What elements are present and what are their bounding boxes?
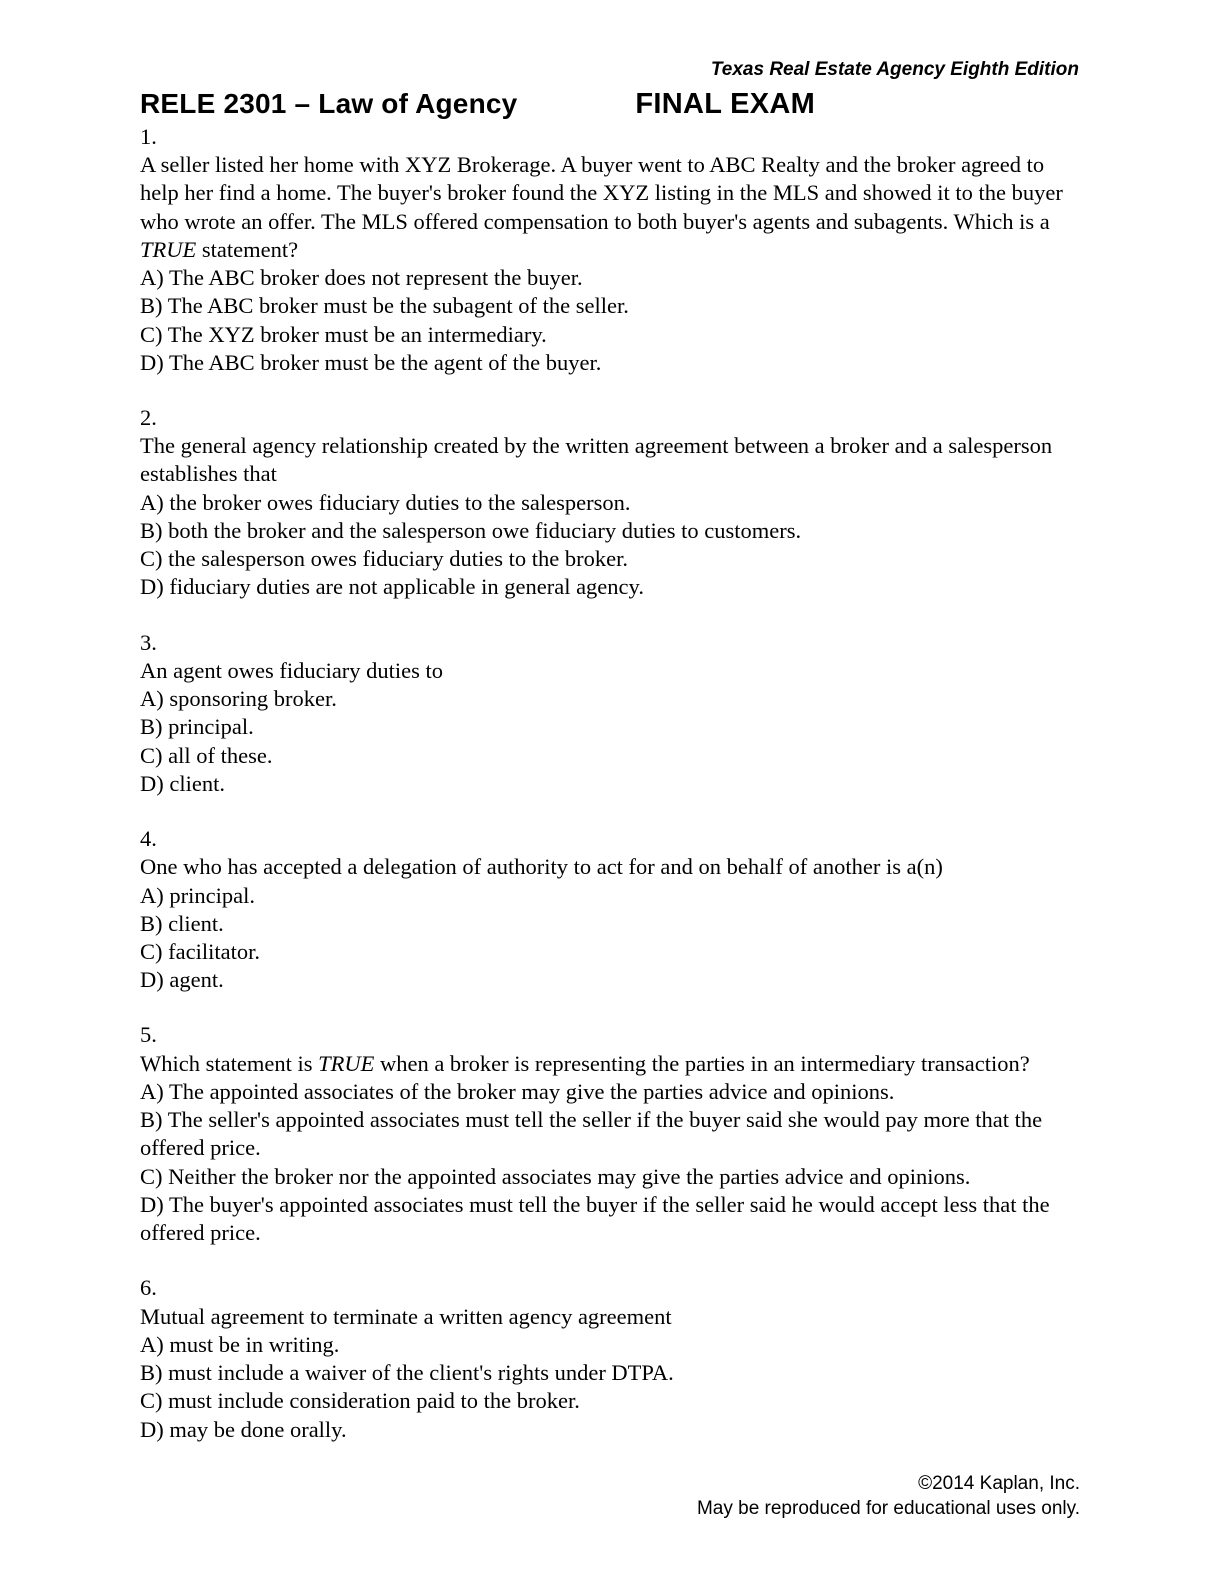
question-choice[interactable]: A) principal. <box>140 882 255 908</box>
question-choice[interactable]: A) must be in writing. <box>140 1331 340 1357</box>
question-choice[interactable]: B) must include a waiver of the client's rights under DTPA. <box>140 1360 674 1386</box>
question-choice[interactable]: C) all of these. <box>140 742 273 768</box>
question-choice[interactable]: C) facilitator. <box>140 938 260 964</box>
exam-title: FINAL EXAM <box>635 87 816 120</box>
question-item <box>140 404 1080 602</box>
book-edition-label: Texas Real Estate Agency Eighth Edition <box>710 59 1079 80</box>
question-choice[interactable]: A) The appointed associates of the broker may give the parties advice and opinions. <box>140 1078 895 1104</box>
question-choice[interactable]: D) agent. <box>140 967 224 993</box>
copyright-line: ©2014 Kaplan, Inc. <box>918 1472 1080 1494</box>
question-item <box>140 1274 1080 1443</box>
question-number: 4. <box>140 826 157 852</box>
question-stem: An agent owes fiduciary duties to <box>140 657 444 683</box>
question-number: 2. <box>140 405 157 430</box>
question-stem: Which statement is TRUE when a broker is representing the parties in an intermediary transaction? <box>140 1050 1030 1076</box>
exam-header <box>140 88 1080 121</box>
question-item <box>140 123 1080 377</box>
question-item <box>140 629 1080 798</box>
question-choice[interactable]: B) client. <box>140 910 224 936</box>
question-number: 6. <box>140 1275 157 1301</box>
question-choice[interactable]: B) both the broker and the salesperson owe fiduciary duties to customers. <box>140 517 802 543</box>
question-choice[interactable]: D) client. <box>140 770 225 796</box>
question-choice[interactable]: D) The ABC broker must be the agent of the buyer. <box>140 349 602 375</box>
course-title: RELE 2301 – Law of Agency <box>140 87 518 119</box>
question-stem: A seller listed her home with XYZ Brokerage. A buyer went to ABC Realty and the broker agreed to help her find a home. The buyer's broker found the XYZ listing in the MLS and showed it to the buyer who wrote an offer. The MLS offered compensation to both buyer's agents and subagents. Which is a TRUE statement? <box>140 152 1063 262</box>
question-stem: Mutual agreement to terminate a written agency agreement <box>140 1303 672 1329</box>
question-choice[interactable]: B) The seller's appointed associates must tell the seller if the buyer said she would pay more that the offered price. <box>140 1107 1043 1161</box>
question-list <box>140 123 1080 1444</box>
question-choice[interactable]: C) must include consideration paid to the broker. <box>140 1388 580 1414</box>
question-item <box>140 1021 1080 1247</box>
question-choice[interactable]: C) Neither the broker nor the appointed associates may give the parties advice and opinions. <box>140 1163 971 1189</box>
question-choice[interactable]: D) The buyer's appointed associates must tell the buyer if the seller said he would accept less that the offered price. <box>140 1191 1050 1246</box>
question-choice[interactable]: A) the broker owes fiduciary duties to the salesperson. <box>140 489 631 515</box>
question-choice[interactable]: B) principal. <box>140 714 254 740</box>
question-stem: One who has accepted a delegation of authority to act for and on behalf of another is a(n) <box>140 854 943 880</box>
question-number: 1. <box>140 123 157 149</box>
question-choice[interactable]: B) The ABC broker must be the subagent of the seller. <box>140 293 629 319</box>
question-choice[interactable]: D) may be done orally. <box>140 1416 347 1442</box>
question-number: 5. <box>140 1022 157 1048</box>
question-number: 3. <box>140 629 157 655</box>
question-choice[interactable]: D) fiduciary duties are not applicable in general agency. <box>140 574 644 600</box>
question-choice[interactable]: A) sponsoring broker. <box>140 686 337 712</box>
reproduction-notice: May be reproduced for educational uses only. <box>696 1498 1080 1520</box>
question-choice[interactable]: C) The XYZ broker must be an intermediary. <box>140 321 547 347</box>
question-stem: The general agency relationship created by the written agreement between a broker and a salesperson establishes that <box>140 433 1053 487</box>
question-choice[interactable]: C) the salesperson owes fiduciary duties to the broker. <box>140 546 629 572</box>
page-footer <box>697 1471 1080 1522</box>
question-item <box>140 825 1080 994</box>
question-choice[interactable]: A) The ABC broker does not represent the buyer. <box>140 265 583 291</box>
page-content <box>140 60 1080 1471</box>
